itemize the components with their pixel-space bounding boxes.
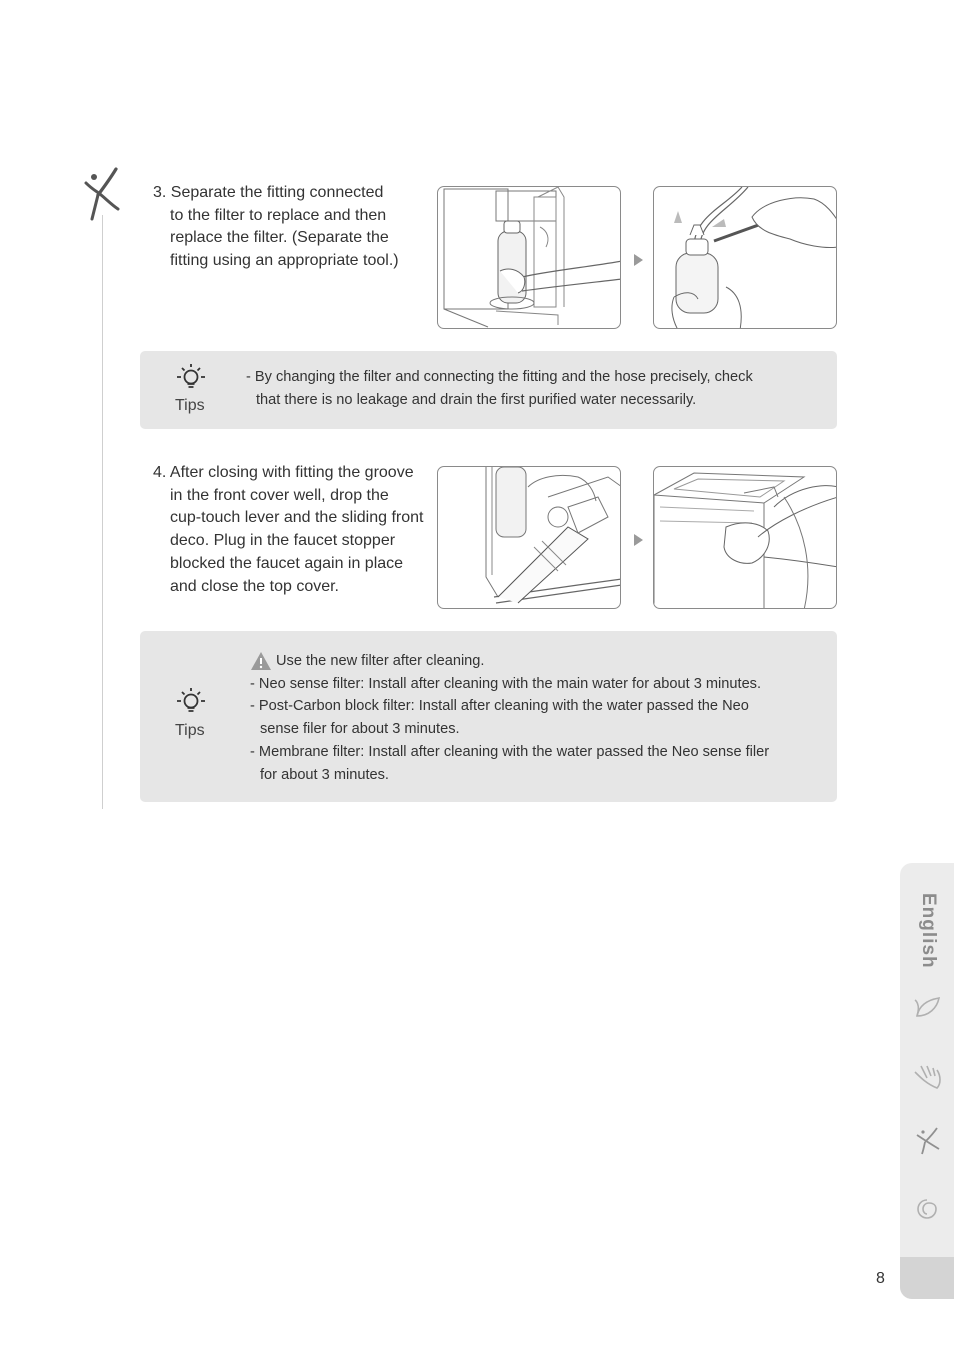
tips-line: - Post-Carbon block filter: Install after cleaning with the water passed the Neo xyxy=(250,698,749,715)
step-3-line: 3. Separate the fitting connected xyxy=(153,184,384,201)
step-4-illustration-a xyxy=(437,466,621,609)
tips-warning: Use the new filter after cleaning. xyxy=(276,653,485,669)
step-3-line: replace the filter. (Separate the xyxy=(170,229,389,247)
step-3-illustration-b xyxy=(653,186,837,329)
tips-line: - Neo sense filter: Install after cleaning with the main water for about 3 minutes. xyxy=(250,675,762,692)
tips-label: Tips xyxy=(175,397,205,414)
tips-line: that there is no leakage and drain the first purified water necessarily. xyxy=(256,391,697,408)
tips-line: - By changing the filter and connecting the fitting and the hose precisely, check xyxy=(246,369,753,385)
tips-label: Tips xyxy=(175,722,205,739)
step-4-text xyxy=(153,462,423,598)
step-4-line: deco. Plug in the faucet stopper xyxy=(170,532,396,550)
side-tab-footer xyxy=(900,1257,954,1299)
step-4-arrow-icon xyxy=(634,534,643,546)
section-figure-icon xyxy=(82,167,122,221)
tips-line: for about 3 minutes. xyxy=(260,766,389,783)
page-number: 8 xyxy=(876,1270,885,1287)
step-4-line: blocked the faucet again in place xyxy=(170,554,404,572)
language-label-text: English xyxy=(918,893,939,969)
step-4-illustration-b xyxy=(653,466,837,609)
lightbulb-icon xyxy=(175,364,207,392)
step-3-arrow-icon xyxy=(634,254,643,266)
language-label xyxy=(917,893,941,973)
tips-1-text xyxy=(246,366,753,411)
step-4-line: and close the top cover. xyxy=(170,577,339,595)
step-3-line: fitting using an appropriate tool.) xyxy=(170,252,399,270)
step-3-illustration-a xyxy=(437,186,621,329)
section-divider-line xyxy=(102,215,103,809)
step-4-line: cup-touch lever and the sliding front xyxy=(170,509,424,527)
spiral-icon xyxy=(915,1197,939,1221)
step-3-text xyxy=(153,182,399,273)
tips-2-text xyxy=(250,650,769,786)
step-4-line: 4. After closing with fitting the groove xyxy=(153,464,414,481)
step-4-line: in the front cover well, drop the xyxy=(170,486,389,504)
leaf-icon xyxy=(913,996,943,1020)
tips-line: - Membrane filter: Install after cleaning with the water passed the Neo sense filer xyxy=(250,743,770,760)
step-3-line: to the filter to replace and then xyxy=(170,206,387,224)
lightbulb-icon xyxy=(175,688,207,716)
figure-icon xyxy=(915,1127,941,1155)
hand-icon xyxy=(913,1064,943,1090)
tips-line: sense filer for about 3 minutes. xyxy=(260,721,460,738)
